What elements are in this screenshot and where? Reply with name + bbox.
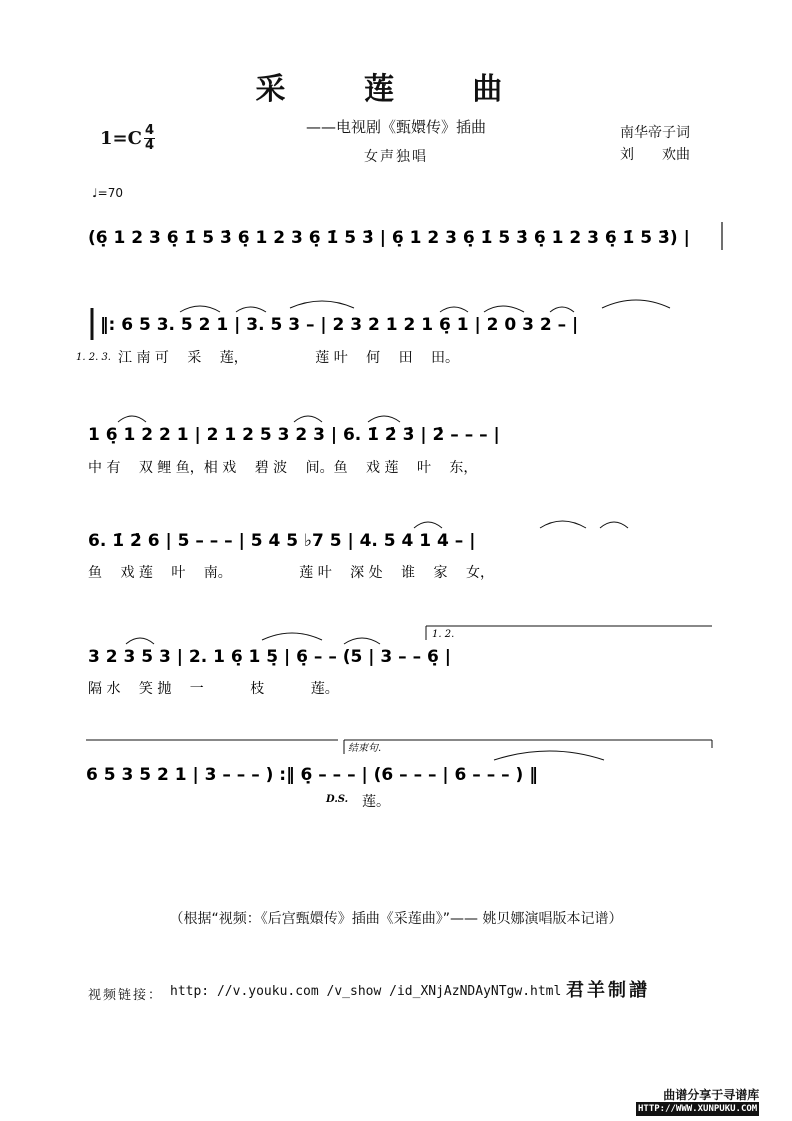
slur [440, 307, 468, 312]
score-line [88, 222, 722, 250]
lyricist: 南华帝子词 [620, 125, 690, 141]
slur [344, 638, 380, 644]
watermark-url[interactable]: HTTP://WWW.XUNPUKU.COM [638, 1104, 758, 1114]
score-line [88, 416, 500, 476]
ds-mark: D.S. [326, 794, 349, 805]
slur [414, 522, 442, 528]
source-note: （根据“视频：《后宫甄嬛传》插曲《采莲曲》”—— 姚贝娜演唱版本记谱） [169, 911, 623, 927]
watermark-text: 曲谱分享于寻谱库 [663, 1088, 760, 1102]
subtitle: ——电视剧《甄嬛传》插曲 [305, 118, 486, 136]
notes: 6. 1̇ 2̇ 6 | 5 – – – | 5 4 5 ♭7 5 | 4. 5 4 1 4 – | [88, 531, 476, 551]
slur [602, 300, 670, 308]
slur [262, 633, 322, 640]
tempo-mark: ♩=70 [92, 186, 123, 200]
video-link-label: 视频链接： [88, 988, 164, 1003]
slur [236, 307, 266, 312]
score-line [86, 740, 712, 810]
notes: 3 2 3 5 3 | 2. 1 6̣ 1 5̣ | 6̣ – – (5 | 3 – – 6̣ | [88, 647, 451, 667]
slur [600, 522, 628, 528]
page-title: 采 莲 曲 [255, 72, 537, 107]
lyrics: 鱼 戏 莲 叶 南。 莲 叶 深 处 谁 家 女， [88, 565, 494, 581]
notes: 6 5 3 5 2 1 | 3 – – – ) :‖ 6̣ – – – | (6 – – – | 6 – – – ) ‖ [86, 765, 538, 785]
notes: (6̣ 1 2 3 6̣ 1̇ 5 3̇ 6̣ 1 2 3 6̣ 1̇ 5 3̇ | 6̣ 1 2 3 6̣ 1̇ 5 3̇ 6̣ 1 2 3 6̣ 1̇ 5 3̇) | [88, 228, 690, 248]
key-signature: 1=C [100, 128, 142, 149]
lyrics: 江 南 可 采 莲， 莲 叶 何 田 田。 [118, 350, 460, 366]
notes: 1 6̣ 1 2 2 1 | 2 1 2 5 3 2 3 | 6. 1̇ 2̇ 3̇ | 2̇ – – – | [88, 425, 500, 445]
slur [126, 638, 154, 644]
transcriber-seal: 君羊制譜 [566, 980, 650, 1001]
score-line [76, 300, 670, 366]
meter-bottom: 4 [145, 138, 155, 153]
slur [368, 416, 400, 422]
slur [290, 301, 354, 308]
lyrics: 莲。 [362, 794, 390, 810]
notes: ‖: 6 5 3. 5 2 1 | 3. 5 3 – | 2 3 2 1 2 1 6̣ 1 | 2 0 3 2 – | [100, 315, 579, 335]
volta-label: 1. 2. [432, 629, 455, 640]
slur [550, 307, 574, 312]
verse-numbers: 1. 2. 3. [76, 352, 111, 363]
lyrics: 中 有 双 鲤 鱼，相 戏 碧 波 间。鱼 戏 莲 叶 东， [88, 460, 478, 476]
voice-type: 女声独唱 [364, 149, 428, 165]
ending-label: 结束句. [348, 743, 382, 754]
score-line [88, 521, 628, 581]
slur [118, 416, 146, 422]
lyrics: 隔 水 笑 抛 一 枝 莲。 [88, 681, 339, 697]
video-link[interactable]: http: //v.youku.com /v_show /id_XNjAzNDAyNTgw.html [170, 984, 562, 999]
slur [484, 306, 524, 312]
slur [294, 416, 322, 422]
tie [494, 751, 604, 760]
composer: 刘 欢曲 [620, 147, 690, 163]
slur [180, 306, 220, 312]
watermark [636, 1088, 759, 1116]
slur [540, 521, 586, 528]
meter-top: 4 [145, 123, 155, 138]
score-line [88, 626, 712, 697]
